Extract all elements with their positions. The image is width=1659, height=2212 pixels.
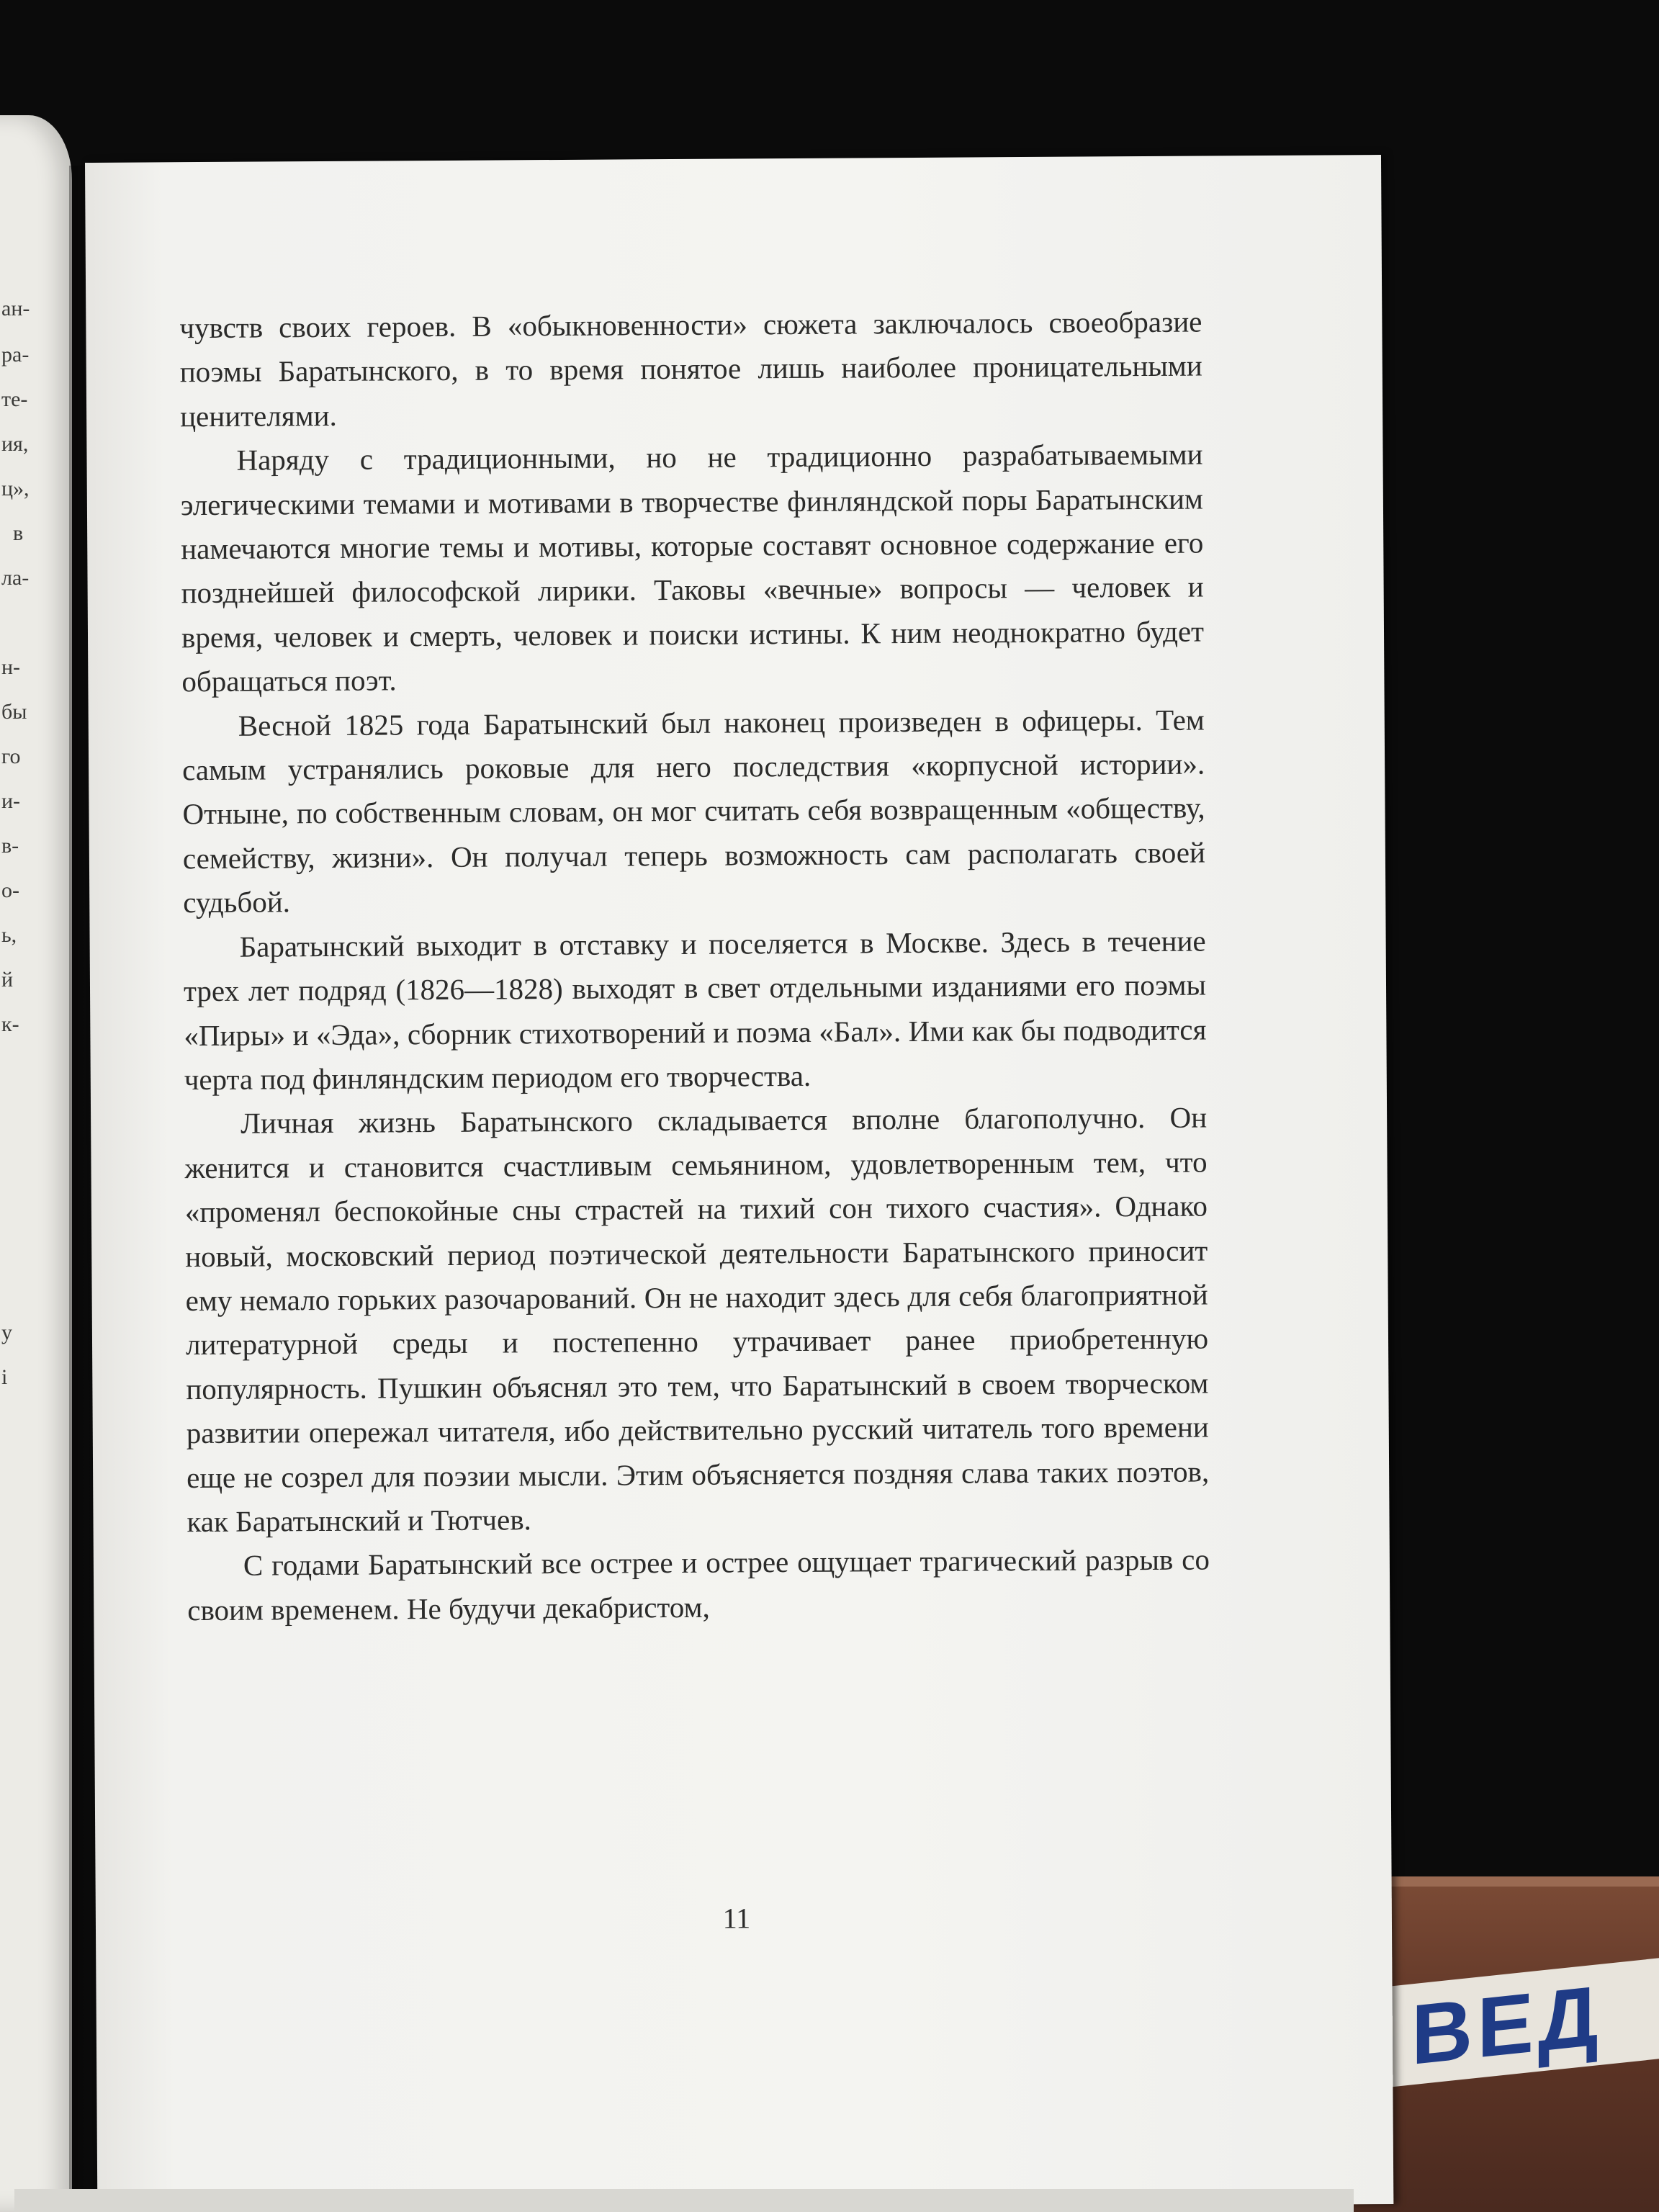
fragment-line: ц», <box>1 477 30 500</box>
paragraph: Весной 1825 года Баратынский был наконец произведен в офицеры. Тем самым устранялись роковые для него последствия «корпусной истории». Отныне, по собственным словам, он мог считать себя возвращенным «обществу, семейству, жизни». Он получал теперь возможность сам располагать своей судьбой. <box>182 703 1206 920</box>
fragment-line: ра- <box>1 343 30 367</box>
fragment-line: ия, <box>1 432 29 456</box>
fragment-line: и- <box>1 789 21 813</box>
fragment-line: го <box>1 745 21 768</box>
fragment-line: н- <box>1 655 21 679</box>
fragment-line: й <box>1 968 14 992</box>
page-number: 11 <box>722 1902 751 1935</box>
fragment-line: у <box>1 1321 12 1344</box>
fragment-line: ь, <box>1 923 17 947</box>
fragment-line: ан- <box>1 297 30 320</box>
paragraph: Баратынский выходит в отставку и поселяется в Москве. Здесь в течение трех лет подряд (1826—1828) выходят в свет отдельными изданиями его поэмы «Пиры» и «Эда», сборник стихотворений и поэма «Бал». Ими как бы подводится черта под финляндским периодом его творчества. <box>183 924 1207 1097</box>
paragraph: Наряду с традиционными, но не традиционно разрабатываемыми элегическими темами и мотивами в творчестве финляндской поры Баратынским намечаются многие темы и мотивы, которые составят основное содержание его позднейшей философской лирики. Таковы «вечные» вопросы — человек и время, человек и смерть, человек и поиски истины. К ним неоднократно будет обращаться поэт. <box>180 437 1205 698</box>
paragraph: Личная жизнь Баратынского складывается вполне благополучно. Он женится и становится счастливым семьянином, удовлетворенным тем, что «променял беспокойные сны страстей на тихий сон тихого счастия». Однако новый, московский период поэтической деятельности Баратынского приносит ему немало горьких разочарований. Он не находит здесь для себя благоприятной литературной среды и постепенно утрачивает ранее приобретенную популярность. Пушкин объяснял это тем, что Баратынский в своем творческом развитии опережал читателя, ибо действительно русский читатель того времени еще не созрел для поэзии мысли. Этим объясняется поздняя слава таких поэтов, как Баратынский и Тютчев. <box>184 1100 1210 1539</box>
fragment-line: те- <box>1 387 28 411</box>
fragment-line: і <box>1 1365 8 1389</box>
paragraph: С годами Баратынский все острее и острее ощущает трагический разрыв со своим временем. Не будучи декабристом, <box>187 1542 1210 1627</box>
page-stack-edge <box>14 2189 1354 2212</box>
fragment-line: ла- <box>1 566 30 590</box>
fragment-line: к- <box>1 1012 19 1036</box>
fragment-line: бы <box>1 700 27 724</box>
shelf-sticker-text: ВЕД <box>1411 1968 1603 2083</box>
fragment-line: о- <box>1 878 19 902</box>
book-page <box>85 155 1393 2212</box>
paragraph: чувств своих героев. В «обыкновенности» сюжета заключалось своеобразие поэмы Баратынского, в то время понятое лишь наиболее проницательными ценителями. <box>179 305 1202 433</box>
previous-page-text-fragments <box>0 0 72 2212</box>
fragment-line: в- <box>1 834 19 858</box>
page-body-text <box>179 300 1210 1633</box>
fragment-line: в <box>13 521 24 545</box>
